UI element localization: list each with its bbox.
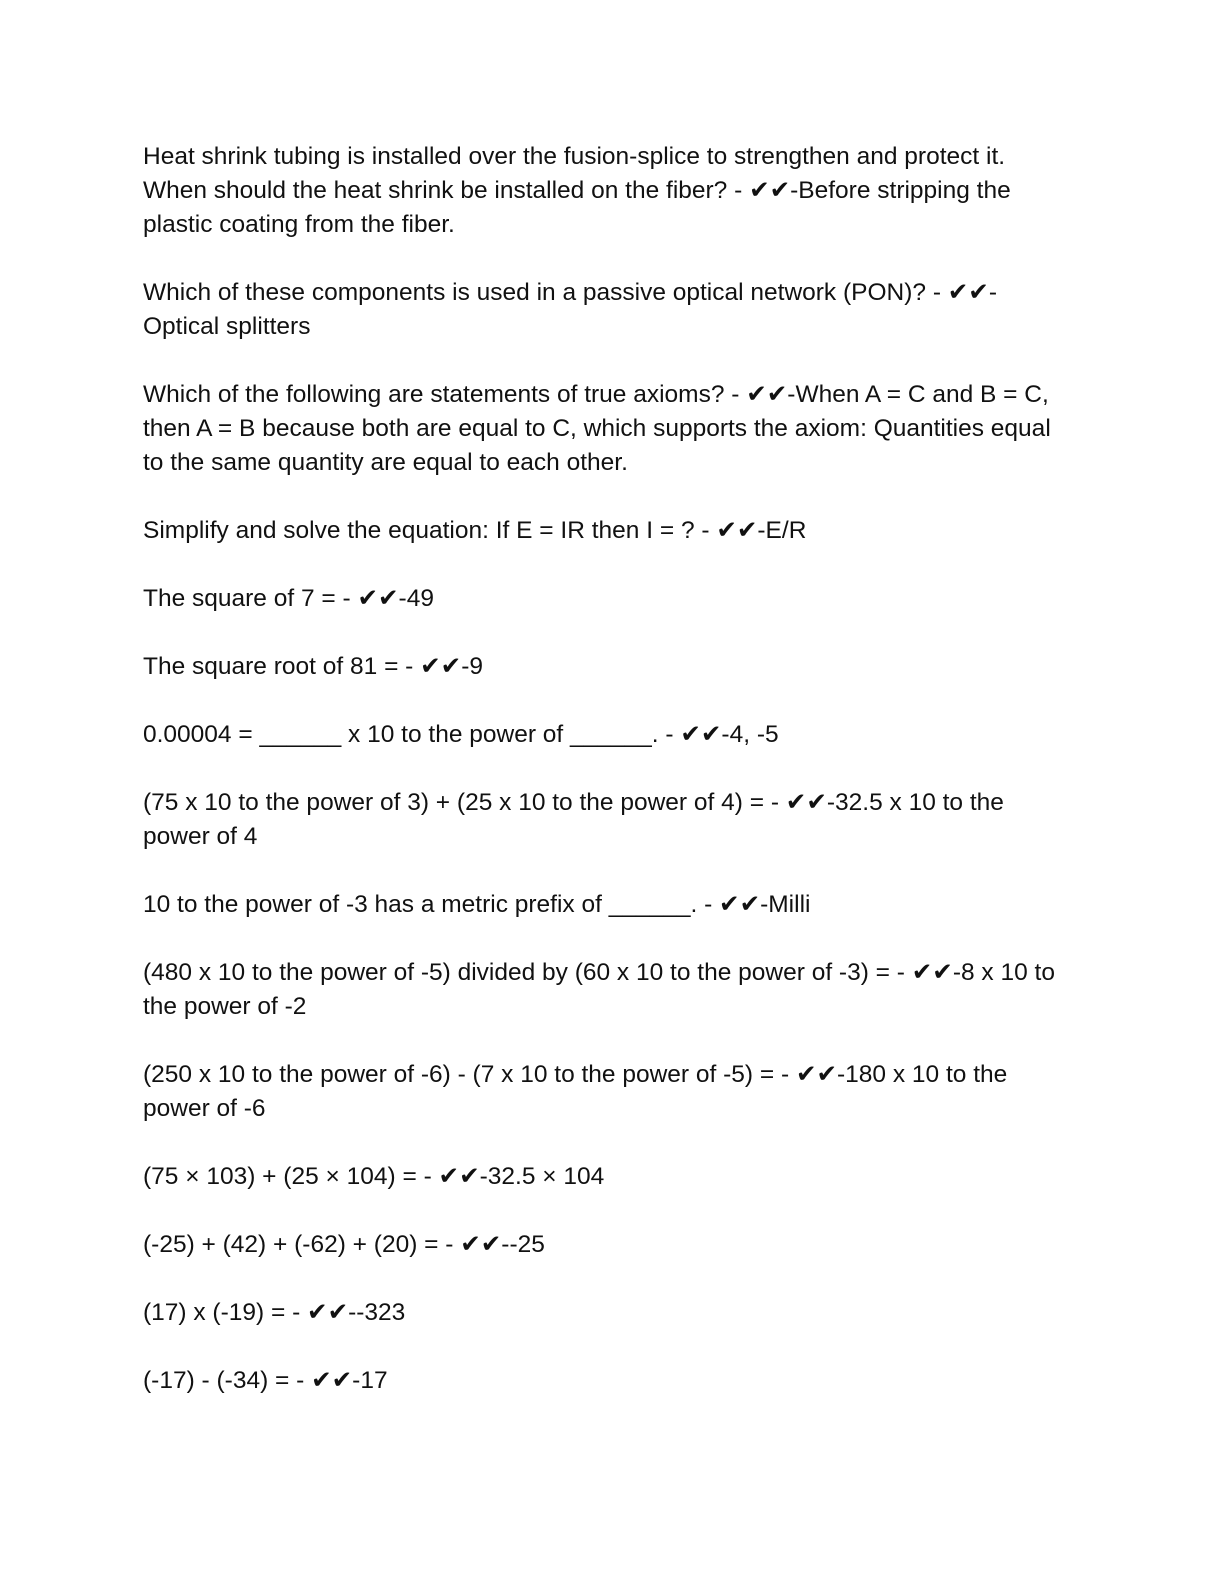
qa-entry-heat-shrink: Heat shrink tubing is installed over the fusion-splice to strengthen and protect it. When should the heat shrink be installed on the fiber? - ✔✔-Before stripping the plastic coating from the fiber. <box>143 143 1011 238</box>
qa-entry-integer-sum: (-25) + (42) + (-62) + (20) = - ✔✔--25 <box>143 1231 545 1258</box>
qa-entry-power-addition: (75 x 10 to the power of 3) + (25 x 10 to the power of 4) = - ✔✔-32.5 x 10 to the power of 4 <box>143 789 1004 850</box>
qa-entry-pon-components: Which of these components is used in a passive optical network (PON)? - ✔✔-Optical splitters <box>143 279 997 340</box>
qa-entry-scientific-notation: 0.00004 = ______ x 10 to the power of ______. - ✔✔-4, -5 <box>143 721 779 748</box>
document-body <box>143 140 1073 1432</box>
qa-entry-metric-prefix: 10 to the power of -3 has a metric prefix of ______. - ✔✔-Milli <box>143 891 811 918</box>
qa-entry-square-root-81: The square root of 81 = - ✔✔-9 <box>143 653 483 680</box>
qa-entry-integer-difference: (-17) - (-34) = - ✔✔-17 <box>143 1367 388 1394</box>
qa-entry-integer-product: (17) x (-19) = - ✔✔--323 <box>143 1299 406 1326</box>
qa-entry-ohms-law: Simplify and solve the equation: If E = IR then I = ? - ✔✔-E/R <box>143 517 807 544</box>
qa-entry-square-of-7: The square of 7 = - ✔✔-49 <box>143 585 434 612</box>
qa-entry-power-addition-symbol: (75 × 103) + (25 × 104) = - ✔✔-32.5 × 104 <box>143 1163 605 1190</box>
qa-entry-axioms: Which of the following are statements of true axioms? - ✔✔-When A = C and B = C, then A = B because both are equal to C, which supports the axiom: Quantities equal to the same quantity are equal to each other. <box>143 381 1051 476</box>
qa-entry-power-subtraction: (250 x 10 to the power of -6) - (7 x 10 to the power of -5) = - ✔✔-180 x 10 to the power of -6 <box>143 1061 1008 1122</box>
qa-entry-power-division: (480 x 10 to the power of -5) divided by (60 x 10 to the power of -3) = - ✔✔-8 x 10 to the power of -2 <box>143 959 1055 1020</box>
